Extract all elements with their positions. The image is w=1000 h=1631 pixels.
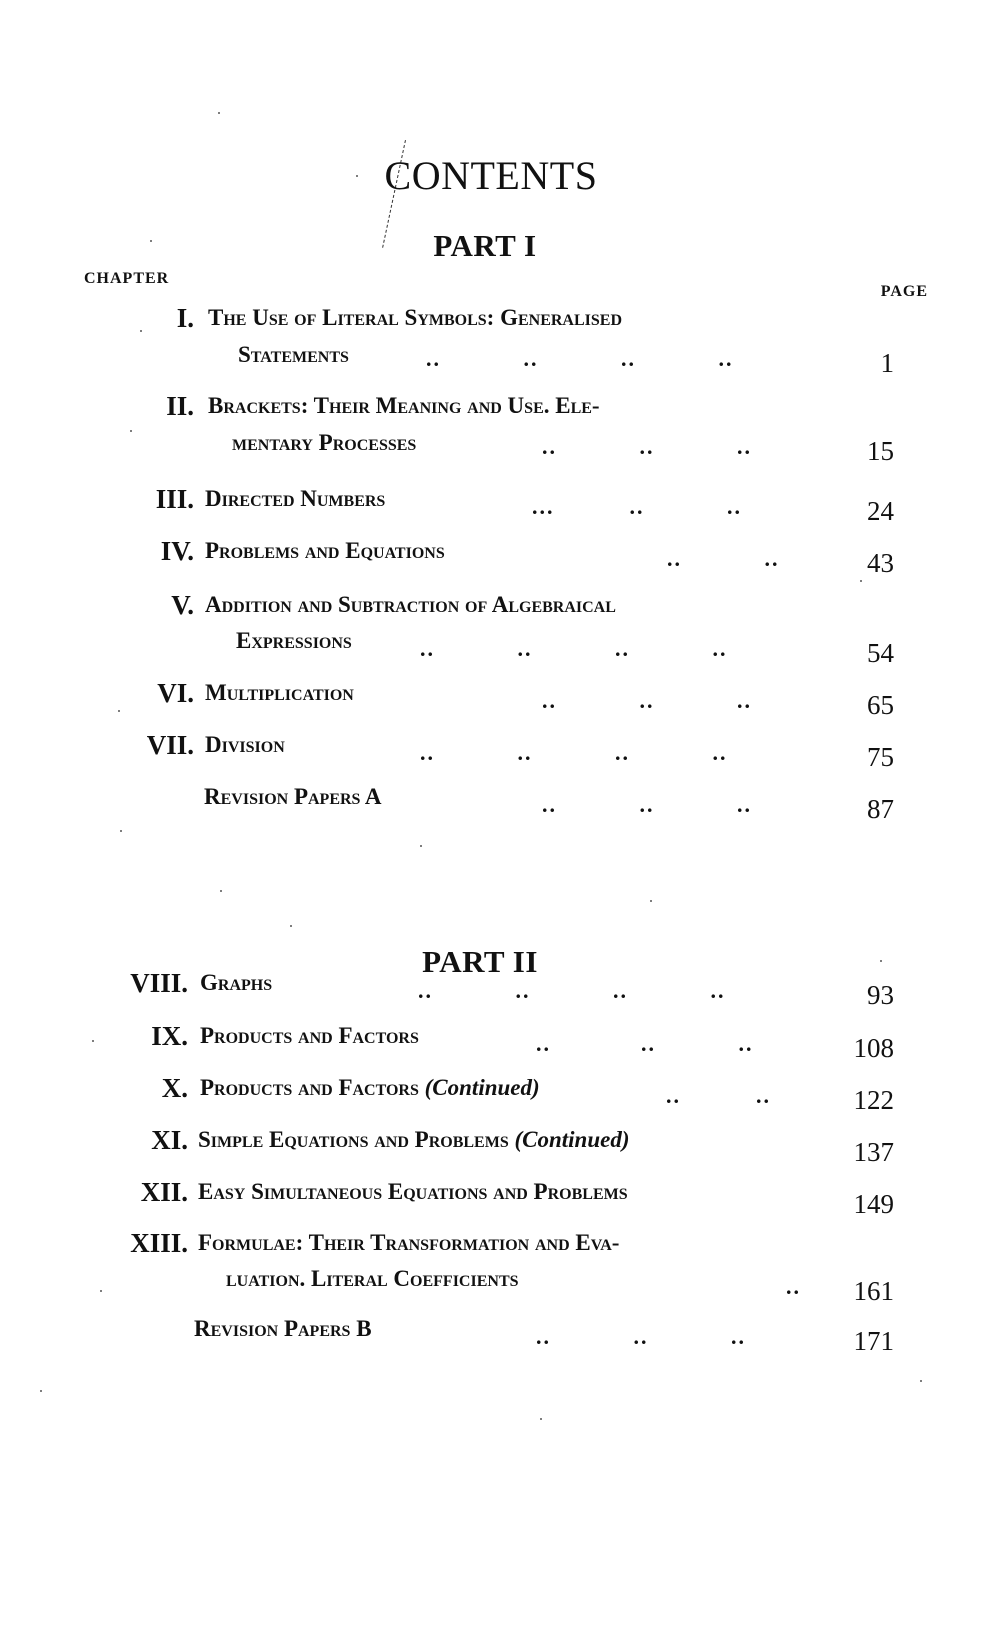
speck: [420, 845, 422, 847]
toc-entry[interactable]: [0, 592, 1000, 632]
entry-title: [198, 1127, 630, 1153]
dot-leaders: .. .. ..: [542, 688, 752, 713]
speck: [920, 1380, 922, 1382]
entry-title-italic-suffix: (Continued): [514, 1127, 630, 1152]
chapter-number: IV.: [160, 536, 194, 566]
entry-title-line-1: Formulae: Their Transformation and Eva-: [198, 1230, 620, 1255]
part-1-heading: [0, 228, 1000, 264]
page-number: 75: [867, 742, 894, 772]
toc-entry[interactable]: [0, 680, 1000, 720]
page-number: 65: [867, 690, 894, 720]
dot-leaders: ..: [786, 1274, 801, 1299]
chapter-number: II.: [166, 391, 194, 421]
entry-title: Problems and Equations: [205, 538, 445, 563]
entry-title-text: Simple Equations and Problems: [198, 1127, 509, 1152]
chapter-number: VII.: [146, 730, 194, 760]
toc-entry-revision[interactable]: [0, 1316, 1000, 1356]
toc-entry[interactable]: [0, 1127, 1000, 1167]
entry-title-line-1: Brackets: Their Meaning and Use. Ele-: [208, 393, 600, 418]
speck: [220, 890, 222, 892]
entry-title-line-2: luation. Literal Coefficients: [226, 1266, 519, 1291]
entry-title-line-2: Expressions: [236, 628, 352, 653]
part-2-heading-text: PART II: [422, 944, 538, 979]
page-number: 15: [867, 436, 894, 466]
speck: [140, 330, 142, 332]
speck: [92, 1040, 94, 1042]
chapter-number: V.: [171, 590, 194, 620]
dot-leaders: .. ..: [666, 1083, 771, 1108]
page-number: 137: [853, 1137, 894, 1167]
entry-title-text: Products and Factors: [200, 1075, 419, 1100]
speck: [118, 710, 120, 712]
chapter-number: VIII.: [130, 968, 188, 998]
dot-leaders: .. .. ..: [536, 1031, 754, 1056]
title-text: CONTENTS: [384, 153, 598, 198]
speck: [356, 175, 358, 177]
dot-leaders: .. .. ..: [542, 792, 752, 817]
speck: [100, 1290, 102, 1292]
page-number: 54: [867, 638, 894, 668]
chapter-number: X.: [161, 1073, 188, 1103]
toc-entry[interactable]: [0, 1075, 1000, 1115]
speck: [880, 960, 882, 962]
entry-title-line-2: Statements: [238, 342, 349, 367]
chapter-number: XI.: [151, 1125, 188, 1155]
entry-title: Revision Papers B: [194, 1316, 372, 1341]
entry-title: Graphs: [200, 970, 273, 995]
page-number: 43: [867, 548, 894, 578]
entry-title: Revision Papers A: [204, 784, 382, 809]
dot-leaders: .. .. .. ..: [420, 636, 728, 661]
page-number: 87: [867, 794, 894, 824]
speck: [40, 1390, 42, 1392]
part-1-heading-text: PART I: [433, 228, 537, 263]
dot-leaders: .. .. ..: [542, 434, 752, 459]
entry-title: Products and Factors: [200, 1023, 419, 1048]
page-number: 24: [867, 496, 894, 526]
speck: [218, 112, 220, 114]
entry-title: Easy Simultaneous Equations and Problems: [198, 1179, 628, 1204]
entry-title: Division: [205, 732, 285, 757]
dot-leaders: .. .. .. ..: [418, 978, 726, 1003]
dot-leaders: .. .. .. ..: [426, 346, 734, 371]
chapter-number: III.: [155, 484, 194, 514]
page-number: 171: [853, 1326, 894, 1356]
toc-entry[interactable]: [0, 1023, 1000, 1063]
entry-title: Multiplication: [205, 680, 354, 705]
toc-entry-revision[interactable]: [0, 784, 1000, 824]
chapter-column-header: CHAPTER: [84, 270, 170, 287]
toc-entry-continuation[interactable]: [0, 342, 1000, 382]
entry-title-line-1: The Use of Literal Symbols: Generalised: [208, 305, 623, 330]
speck: [120, 830, 122, 832]
dot-leaders: .. .. ..: [536, 1324, 746, 1349]
toc-entry[interactable]: [0, 1230, 1000, 1270]
chapter-number: VI.: [157, 678, 194, 708]
page-number: 93: [867, 980, 894, 1010]
toc-entry[interactable]: [0, 970, 1000, 1010]
entry-title: Directed Numbers: [205, 486, 386, 511]
chapter-number: XII.: [140, 1177, 188, 1207]
chapter-number: XIII.: [130, 1228, 188, 1258]
toc-entry-continuation[interactable]: [0, 430, 1000, 470]
page-column-header: PAGE: [880, 283, 928, 300]
toc-entry-continuation[interactable]: [0, 1266, 1000, 1306]
dot-leaders: .. .. .. ..: [420, 740, 728, 765]
speck: [150, 240, 152, 242]
page-number: 1: [880, 348, 894, 378]
toc-entry[interactable]: [0, 486, 1000, 526]
page-title: [0, 152, 1000, 199]
toc-entry-continuation[interactable]: [0, 628, 1000, 668]
speck: [290, 925, 292, 927]
speck: [540, 1418, 542, 1420]
page-number: 149: [853, 1189, 894, 1219]
entry-title-italic-suffix: (Continued): [424, 1075, 540, 1100]
toc-entry[interactable]: [0, 1179, 1000, 1219]
toc-entry[interactable]: [0, 538, 1000, 578]
chapter-number: IX.: [151, 1021, 188, 1051]
speck: [130, 430, 132, 432]
speck: [650, 900, 652, 902]
dot-leaders: .. ..: [667, 546, 780, 571]
dot-leaders: ... .. ..: [532, 494, 742, 519]
entry-title: [200, 1075, 540, 1101]
page-number: 161: [853, 1276, 894, 1306]
chapter-number: I.: [176, 303, 194, 333]
toc-entry[interactable]: [0, 732, 1000, 772]
entry-title-line-2: mentary Processes: [232, 430, 417, 455]
page-number: 108: [853, 1033, 894, 1063]
toc-entry[interactable]: [0, 305, 1000, 345]
page-number: 122: [853, 1085, 894, 1115]
speck: [860, 580, 862, 582]
entry-title-line-1: Addition and Subtraction of Algebraical: [205, 592, 616, 617]
toc-entry[interactable]: [0, 393, 1000, 433]
